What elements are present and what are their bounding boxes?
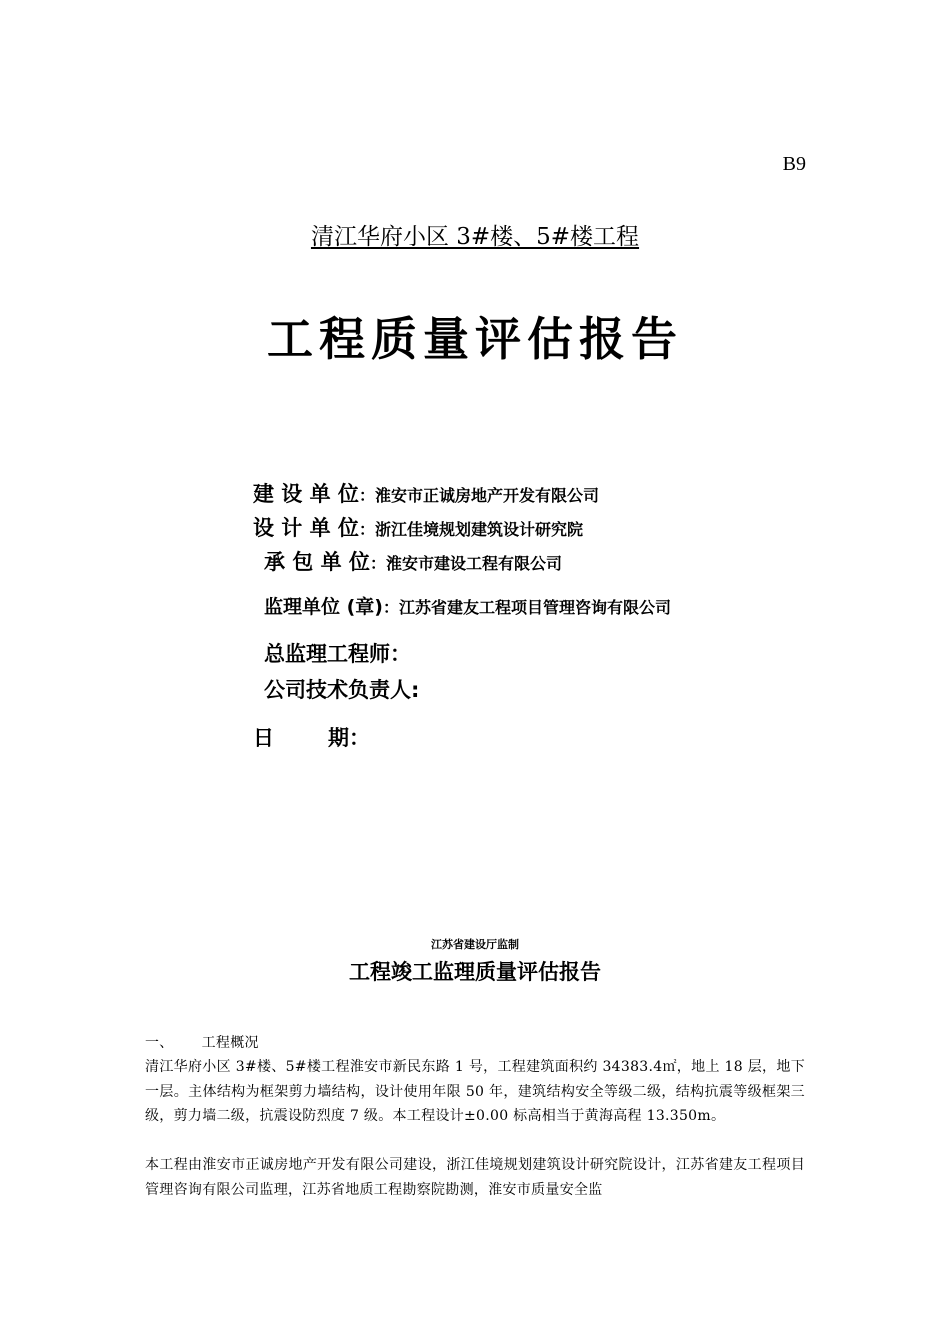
designer-field: 设 计 单 位：浙江佳境规划建筑设计研究院 bbox=[253, 516, 583, 540]
date-field bbox=[253, 722, 370, 752]
date-label-2: 期： bbox=[328, 726, 370, 750]
contractor-value: 淮安市建设工程有限公司 bbox=[385, 554, 562, 573]
report-title: 工程质量评估报告 bbox=[267, 312, 683, 366]
supervisor-field: 监理单位 (章)：江苏省建友工程项目管理咨询有限公司 bbox=[264, 596, 672, 618]
designer-label: 设 计 单 位 bbox=[253, 516, 359, 540]
section-title: 工程概况 bbox=[201, 1035, 259, 1051]
builder-value: 淮安市正诚房地产开发有限公司 bbox=[374, 486, 599, 505]
section-heading bbox=[145, 1031, 805, 1056]
overview-paragraph-1: 清江华府小区 3#楼、5#楼工程淮安市新民东路 1 号，工程建筑面积约 34383.4㎡，地上 18 层，地下一层。主体结构为框架剪力墙结构，设计使用年限 50 年，建筑结构安全等级二级，结构抗震等级框架三级，剪力墙二级，抗震设防烈度 7 级。本工程设计±0.00 标高相当于黄海高程 13.350m。 bbox=[145, 1059, 805, 1124]
overview-paragraph-2: 本工程由淮安市正诚房地产开发有限公司建设，浙江佳境规划建筑设计研究院设计，江苏省建友工程项目管理咨询有限公司监理，江苏省地质工程勘察院勘测，淮安市质量安全监 bbox=[145, 1157, 805, 1198]
date-label-1: 日 bbox=[253, 726, 274, 750]
project-name: 清江华府小区 3#楼、5#楼工程 bbox=[310, 224, 640, 250]
builder-field: 建 设 单 位：淮安市正诚房地产开发有限公司 bbox=[253, 482, 599, 506]
chief-engineer-label: 总监理工程师： bbox=[264, 642, 411, 666]
supervisor-label: 监理单位 (章) bbox=[264, 596, 383, 618]
contractor-label: 承 包 单 位 bbox=[264, 550, 370, 574]
document-code: B9 bbox=[782, 153, 806, 175]
report-subtitle: 工程竣工监理质量评估报告 bbox=[349, 960, 601, 984]
designer-value: 浙江佳境规划建筑设计研究院 bbox=[374, 520, 583, 539]
contractor-field: 承 包 单 位：淮安市建设工程有限公司 bbox=[264, 550, 562, 574]
section-number: 一、 bbox=[145, 1035, 174, 1051]
supervisor-value: 江苏省建友工程项目管理咨询有限公司 bbox=[399, 598, 672, 617]
tech-lead-label: 公司技术负责人: bbox=[264, 678, 420, 702]
builder-label: 建 设 单 位 bbox=[253, 482, 359, 506]
supervised-by: 江苏省建设厅监制 bbox=[431, 938, 519, 951]
